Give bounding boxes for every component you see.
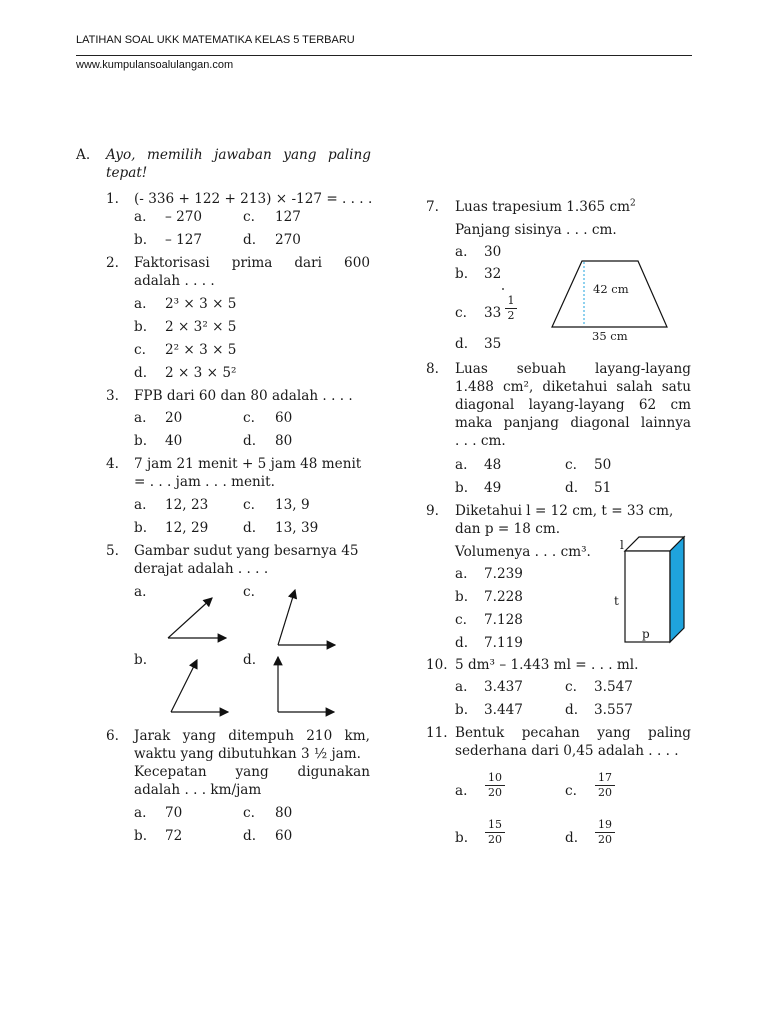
section-title-line1: Ayo, memilih jawaban yang paling [106, 147, 371, 163]
q10-option-b-value: 3.447 [484, 702, 523, 718]
q2-option-d-label[interactable]: d. [134, 365, 148, 381]
q1-text: (- 336 + 122 + 213) × -127 = . . . . [134, 191, 373, 207]
q11-option-c-fraction [595, 772, 615, 799]
q7-option-b-label[interactable]: b. [455, 266, 469, 282]
q10-option-a-label[interactable]: a. [455, 679, 468, 695]
q4-option-a-label[interactable]: a. [134, 497, 147, 513]
q7-text-line2: Panjang sisinya . . . cm. [455, 222, 617, 238]
q4-option-d-value: 13, 39 [275, 520, 319, 536]
q8-text-line1: Luas sebuah layang-layang [455, 361, 691, 377]
q3-option-d-label[interactable]: d. [243, 433, 257, 449]
q11-option-b-label[interactable]: b. [455, 830, 469, 846]
q1-option-c-label[interactable]: c. [243, 209, 255, 225]
q8-option-a-value: 48 [484, 457, 502, 473]
q9-option-c-label[interactable]: c. [455, 612, 467, 628]
q3-option-a-value: 20 [165, 410, 183, 426]
section-letter: A. [76, 147, 91, 163]
q11-text-line1: Bentuk pecahan yang paling [455, 725, 691, 741]
q2-option-b-value: 2 × 3² × 5 [165, 319, 237, 335]
q7-option-a-label[interactable]: a. [455, 244, 468, 260]
q6-option-c-value: 80 [275, 805, 293, 821]
q9-option-d-value: 7.119 [484, 635, 523, 651]
q3-option-a-label[interactable]: a. [134, 410, 147, 426]
q10-option-c-value: 3.547 [594, 679, 633, 695]
q2-number: 2. [106, 255, 119, 271]
q11-option-a-fraction [485, 772, 505, 799]
q3-option-d-value: 80 [275, 433, 293, 449]
q3-option-c-label[interactable]: c. [243, 410, 255, 426]
q11-text-line2: sederhana dari 0,45 adalah . . . . [455, 743, 679, 759]
q7-area-unit-exponent: 2 [630, 198, 636, 209]
q4-option-c-value: 13, 9 [275, 497, 310, 513]
q6-text-line2: waktu yang dibutuhkan 3 ½ jam. [134, 746, 361, 762]
q6-text-line1: Jarak yang ditempuh 210 km, [134, 728, 370, 744]
q8-text-line3: diagonal layang-layang 62 cm [455, 397, 691, 413]
q9-label-t: t [614, 594, 619, 608]
q9-option-b-label[interactable]: b. [455, 589, 469, 605]
q9-option-a-value: 7.239 [484, 566, 523, 582]
q5-text-line1: Gambar sudut yang besarnya 45 [134, 543, 359, 559]
q11-number: 11. [426, 725, 448, 741]
q7-option-c-value: 33 [484, 305, 502, 321]
q6-option-a-label[interactable]: a. [134, 805, 147, 821]
q7-base-label: 35 cm [592, 329, 628, 343]
q9-number: 9. [426, 503, 439, 519]
q10-text: 5 dm³ – 1.443 ml = . . . ml. [455, 657, 639, 673]
fraction-denominator: 20 [488, 786, 502, 799]
q3-option-b-value: 40 [165, 433, 183, 449]
q7-option-c-label[interactable]: c. [455, 305, 467, 321]
q11-option-d-label[interactable]: d. [565, 830, 579, 846]
document-title: LATIHAN SOAL UKK MATEMATIKA KELAS 5 TERBARU [76, 34, 355, 46]
q10-option-d-value: 3.557 [594, 702, 633, 718]
q11-option-d-fraction [595, 819, 615, 846]
q7-number: 7. [426, 199, 439, 215]
q8-text-line2: 1.488 cm², diketahui salah satu [455, 379, 691, 395]
q2-option-c-label[interactable]: c. [134, 342, 146, 358]
q8-number: 8. [426, 361, 439, 377]
fraction-numerator: 15 [488, 818, 502, 831]
q9-text-line1: Diketahui l = 12 cm, t = 33 cm, [455, 503, 674, 519]
q4-option-b-value: 12, 29 [165, 520, 209, 536]
fraction-denominator: 2 [507, 309, 515, 322]
q10-number: 10. [426, 657, 448, 673]
section-title-line2: tepat! [106, 165, 148, 181]
q3-text: FPB dari 60 dan 80 adalah . . . . [134, 388, 353, 404]
q6-option-d-label[interactable]: d. [243, 828, 257, 844]
website-link[interactable]: www.kumpulansoalulangan.com [76, 59, 234, 71]
q10-option-b-label[interactable]: b. [455, 702, 469, 718]
q1-option-a-value: – 270 [165, 209, 203, 225]
q1-number: 1. [106, 191, 119, 207]
q6-text-line3: Kecepatan yang digunakan [134, 764, 370, 780]
q1-option-b-value: – 127 [165, 232, 203, 248]
fraction-denominator: 20 [488, 833, 502, 846]
fraction-numerator: 17 [598, 771, 612, 784]
q9-option-c-value: 7.128 [484, 612, 523, 628]
q7-text-line1: Luas trapesium 1.365 $cm^2$ [455, 198, 636, 215]
fraction-numerator: 19 [598, 818, 612, 831]
q8-text-line5: . . . cm. [455, 433, 506, 449]
q9-label-l: l [620, 538, 624, 552]
q11-option-a-label[interactable]: a. [455, 783, 468, 799]
q8-option-b-label[interactable]: b. [455, 480, 469, 496]
q10-option-a-value: 3.437 [484, 679, 523, 695]
q8-option-b-value: 49 [484, 480, 502, 496]
q8-text-line4: maka panjang diagonal lainnya [455, 415, 691, 431]
q2-text-line1: Faktorisasi prima dari 600 [134, 255, 370, 271]
q1-option-d-value: 270 [275, 232, 301, 248]
q8-option-a-label[interactable]: a. [455, 457, 468, 473]
q2-option-d-value: 2 × 3 × 5² [165, 365, 237, 381]
q2-option-c-value: 2² × 3 × 5 [165, 342, 237, 358]
q5-number: 5. [106, 543, 119, 559]
q5-option-b-label[interactable]: b. [134, 652, 148, 668]
q4-option-d-label[interactable]: d. [243, 520, 257, 536]
q9-text-line2: dan p = 18 cm. [455, 521, 561, 537]
q2-option-a-label[interactable]: a. [134, 296, 147, 312]
q2-option-b-label[interactable]: b. [134, 319, 148, 335]
q9-option-a-label[interactable]: a. [455, 566, 468, 582]
q2-option-a-value: 2³ × 3 × 5 [165, 296, 237, 312]
q9-option-b-value: 7.228 [484, 589, 523, 605]
q8-option-d-label[interactable]: d. [565, 480, 579, 496]
box-side-face [670, 537, 684, 642]
q10-option-d-label[interactable]: d. [565, 702, 579, 718]
q5-text-line2: derajat adalah . . . . [134, 561, 269, 577]
q4-option-c-label[interactable]: c. [243, 497, 255, 513]
q5-option-a-label[interactable]: a. [134, 584, 147, 600]
q1-option-d-label[interactable]: d. [243, 232, 257, 248]
q7-option-d-value: 35 [484, 336, 502, 352]
q9-text-line3: Volumenya . . . cm³. [455, 544, 591, 560]
q8-option-c-value: 50 [594, 457, 612, 473]
q8-option-c-label[interactable]: c. [565, 457, 577, 473]
q6-text-line4: adalah . . . km/jam [134, 782, 262, 798]
q1-option-a-label[interactable]: a. [134, 209, 147, 225]
q3-number: 3. [106, 388, 119, 404]
q5-option-d-label[interactable]: d. [243, 652, 257, 668]
q6-option-b-value: 72 [165, 828, 183, 844]
q6-option-c-label[interactable]: c. [243, 805, 255, 821]
q7-height-label: 42 cm [593, 282, 629, 296]
q9-option-d-label[interactable]: d. [455, 635, 469, 651]
q4-number: 4. [106, 456, 119, 472]
q8-option-d-value: 51 [594, 480, 612, 496]
q1-option-b-label[interactable]: b. [134, 232, 148, 248]
q6-option-d-value: 60 [275, 828, 293, 844]
q10-option-c-label[interactable]: c. [565, 679, 577, 695]
q6-option-b-label[interactable]: b. [134, 828, 148, 844]
q2-text-line2: adalah . . . . [134, 273, 215, 289]
fraction-denominator: 20 [598, 786, 612, 799]
q7-option-b-value: 32 [484, 266, 502, 282]
q9-label-p: p [642, 627, 650, 641]
q4-option-b-label[interactable]: b. [134, 520, 148, 536]
q11-option-b-fraction [485, 819, 505, 846]
q7-option-d-label[interactable]: d. [455, 336, 469, 352]
q7-option-a-value: 30 [484, 244, 502, 260]
q5-option-c-label[interactable]: c. [243, 584, 255, 600]
q4-text-line2: = . . . jam . . . menit. [134, 474, 275, 490]
fraction-numerator: 1 [507, 294, 515, 307]
q3-option-c-value: 60 [275, 410, 293, 426]
q1-option-c-value: 127 [275, 209, 301, 225]
fraction-denominator: 20 [598, 833, 612, 846]
q6-number: 6. [106, 728, 119, 744]
q6-option-a-value: 70 [165, 805, 183, 821]
q11-option-c-label[interactable]: c. [565, 783, 577, 799]
q4-text-line1: 7 jam 21 menit + 5 jam 48 menit [134, 456, 362, 472]
fraction-numerator: 10 [488, 771, 502, 784]
q3-option-b-label[interactable]: b. [134, 433, 148, 449]
q4-option-a-value: 12, 23 [165, 497, 209, 513]
